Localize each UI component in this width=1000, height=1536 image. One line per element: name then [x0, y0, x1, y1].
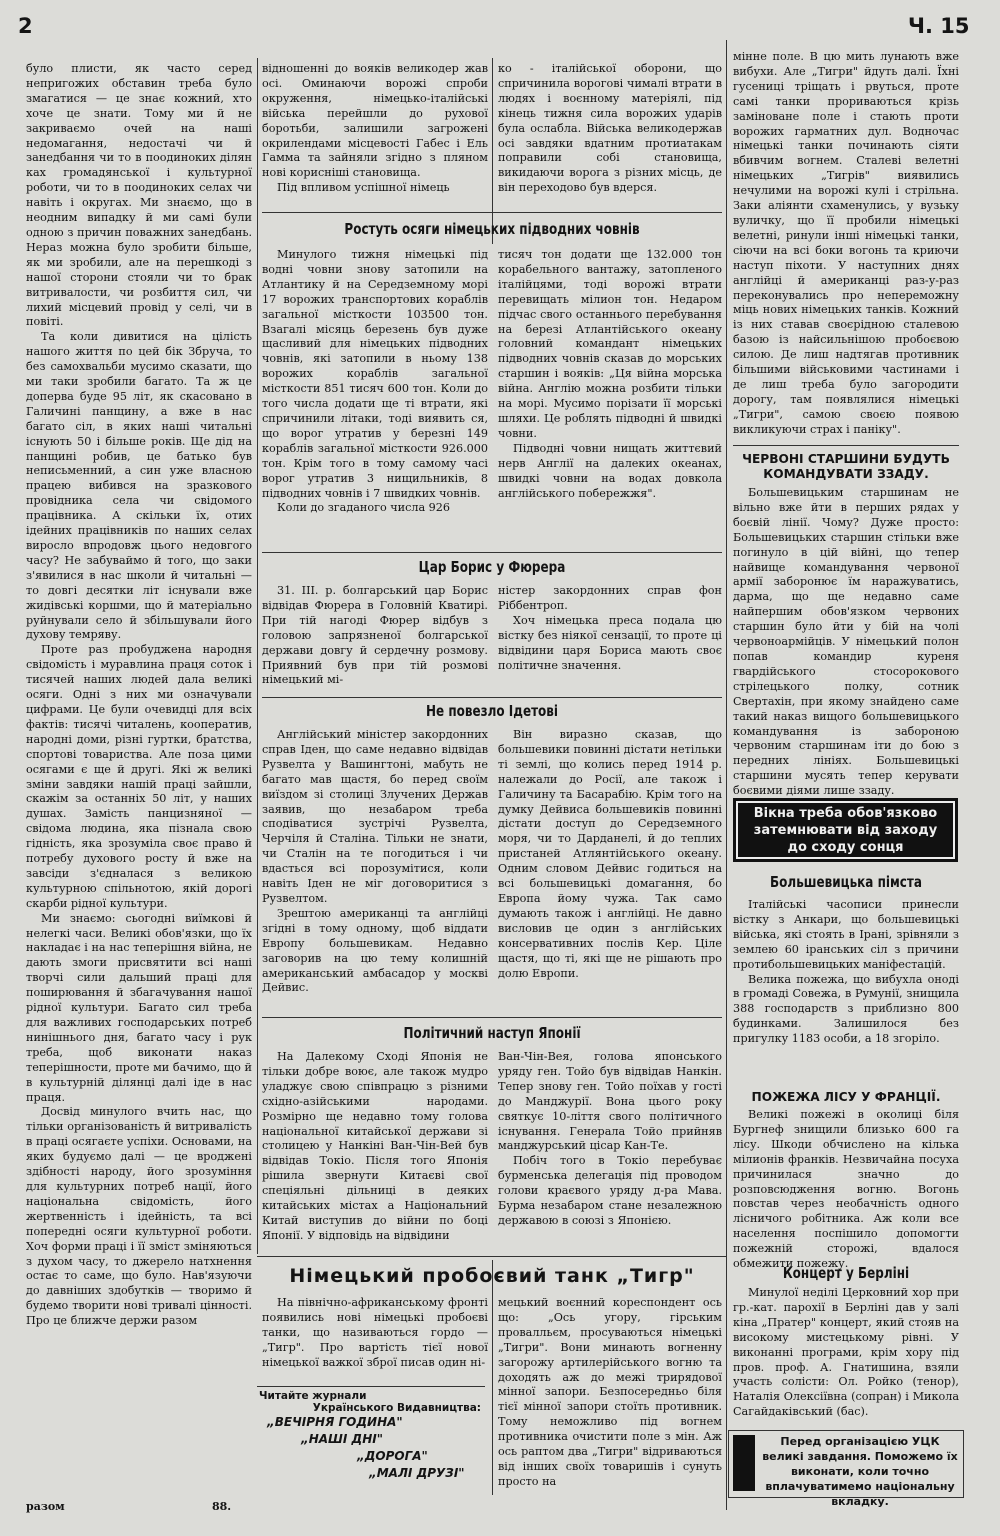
headline-forest-fire: ПОЖЕЖА ЛІСУ У ФРАНЦІЇ. — [751, 1090, 941, 1104]
headline-japan: Політичний наступ Японії — [403, 1024, 581, 1042]
article-tiger-middle — [498, 1296, 722, 1500]
section-divider — [262, 1017, 722, 1018]
article-revenge-text — [733, 898, 959, 1080]
paragraph: Та коли дивитися на цілість нашого життя по цей бік Збруча, то без самохвальби мусимо сказати, що ми таки зробили багато. Та ж це доперва буде 95 літ, як скасовано в Галичині панщину, а вже в нас багато сіл, в яких наші читальні існують 50 і більше років. Ще дід на панщині робив, це батько був неписьменний, а син уже власною працею вибився на зразкового провідника села чи свідомого працівника. А скільки їх, отих ідейних працівників по наших селах виросло впродовж цього недовгого часу? Не забуваймо й того, що заки з'явилися в нас школи й читальні — то довгі десятки літ існували вже жидівські коршми, що й матеріально руйнували село й збільшували його духову темряву. — [26, 330, 252, 642]
paragraph: Досвід минулого вчить нас, що тільки організованість й витривалість в праці осягаєте успіхи. Основами, на яких будуємо далі — це вроджені здібності народу, його зрозуміння для культурних потреб нації, його національна свідомість, його жертвенність і ідейність, та всі попередні осяги культурної роботи. Хоч форми праці і її зміст зміняються з духом часу, то джерело натхнення остає то саме, що було. Нав'язуючи до давніших здобутків — творимо й будемо творити нові тривалі цінності. Про це ближче держи разом — [26, 1105, 252, 1328]
ad-journal: „ДОРОГА" — [357, 1449, 428, 1463]
article-boris-left — [262, 584, 488, 696]
article-eden-left — [262, 728, 488, 1016]
paragraph: мецький воєнний кореспондент ось що: „Ось угору, гірським провалльєм, просуваються німецькі „Тигри". Вони минають вогненну загорожу артилерійського вогню та доходять аж до межі трирядової мінної запори. Безпосередньо біля тієї мінної запори стоїть противник. Тому неможливо під вогнем противника очистити поле з мін. Аж ось раптом два „Тигри" відриваються від інших своїх товаришів і сунуть просто на — [498, 1296, 722, 1488]
paragraph: На північно-африканському фронті появились нові німецькі пробоєві танки, що називаються гордо — „Тигр". Про вартість тієї нової німецької важкої зброї писав один ні- — [262, 1296, 488, 1369]
section-divider — [733, 445, 959, 446]
column-rule — [492, 58, 493, 244]
paragraph: відношенні до вояків великодер жав осі. Оминаючи ворожі спроби окруження, німецько-італійські війська перейшли до рухової боротьби, залишили загрожені окрилендами місцевості Габес і Ель Гамма та зайняли згідно з пляном нові корисніші становища. — [262, 62, 488, 180]
paragraph: Побіч того в Токіо перебуває бурменська делегація під проводом голови краєвого уряду д-ра Мава. Бурма незабаром стане незалежною державою в союзі з Японією. — [498, 1154, 722, 1227]
headline-red-commanders-2: КОМАНДУВАТИ ЗЗАДУ. — [763, 467, 929, 481]
paragraph: Ван-Чін-Вея, голова японського уряду ген. Тойо був відвідав Нанкін. Тепер знову ген. Тойо поїхав у гості до Манджурії. Вона цього року святкує 10-ліття свого політичного існування. Генерала Тойо прийняв манджурський цісар Кан-Те. — [498, 1050, 722, 1153]
column-rule — [257, 58, 258, 1254]
paragraph: Хоч німецька преса подала цю вістку без ніякої сензації, то проте ці відвідини царя Бориса мають своє політичне значення. — [498, 613, 722, 672]
paragraph: Англійський міністер закордонних справ Іден, що саме недавно відвідав Рузвелта у Вашингтоні, мабуть не багато мав щастя, бо перед своїм виїздом зі столиці Злучених Держав заявив, що незабаром треба сподіватися зустрічі Рузвелта, Черчіля й Сталіна. Тільки не знати, чи Сталін на те погодиться і чи вдасться всі порозумітися, коли навіть Іден не міг договоритися з Рузвелтом. — [262, 728, 488, 905]
paragraph: Італійські часописи принесли вістку з Анкари, що большевицькі війська, які стоять в Ірані, зрівняли з землею 60 іранських сіл з причини протибольшевицьких маніфестацій. — [733, 898, 959, 971]
page-number-left: 2 — [18, 14, 33, 38]
headline-tiger: Німецький пробоєвий танк „Тигр" — [289, 1265, 695, 1287]
paragraph: На Далекому Сході Японія не тільки добре воює, але також мудро уладжує свою співпрацю з різними східно-азійськими народами. Розмірно ще недавно тому голова національної китайської держави зі столицею у Нанкіні Ван-Чін-Вей був відвідав Токіо. Після того Японія рішила звернути Китаєві свої спеціяльні дільниці в деяких китайських містах а Національний Китай виступив до війни по боці Японії. У відповідь на відвідини — [262, 1050, 488, 1242]
paragraph: мінне поле. В цю мить лунають вже вибухи. Але „Тигри" йдуть далі. Їхні гусениці тріщать і рвуться, проте самі танки прориваються крізь заміноване поле і стають проти ворожих гарматних дул. Водночас німецькі танки починають сіяти вбивчим вогнем. Сталеві велетні німецьких „Тигрів" виявились нечулими на ворожі кулі і стрільна. Заки аліянти схаменулись, у вузьку вуличку, що її пробили німецькі велетні, ринули інші німецькі танки, сіючи на всі боки вогонь та криючи наступ піхоти. У наступних днях англійці й американці раз-у-раз переконувались про непереможну міць нових німецьких танків. Кожний із них ставав своєрідною сталевою базою із найсильнішою пробоєвою силою. Де лиш надтягав противник більшими військовими частинами і де лиш треба було загородити дорогу, там появлялися німецькі „Тигри", самою своєю появою викликуючи страх і паніку". — [733, 50, 959, 436]
ad-journal: „МАЛІ ДРУЗІ" — [369, 1466, 465, 1480]
ad-line: Українського Видавництва: — [312, 1402, 481, 1414]
article-japan-right — [498, 1050, 722, 1254]
column-3-continuation — [498, 62, 722, 212]
uck-notice — [728, 1430, 964, 1508]
paragraph: Він виразно сказав, що большевики повинні дістати нетільки ті землі, що колись перед 1914 р. належали до Росії, але також і Галичину та Басарабію. Крім того на думку Дейвиса большевиків повинні дістати доступ до Середземного моря, чи то Дарданелі, й до теплих пристаней Атлянтійського океану. Одним словом Дейвис годиться на всі большевицькі домагання, бо Европа йому чужа. Так само думають також і англійці. Не давно висловив це один з англійських консервативних послів Кер. Ціле щастя, що ті, які ще не рішають про долю Европи. — [498, 728, 722, 980]
article-fire-text — [733, 1108, 959, 1271]
section-divider — [257, 1256, 726, 1257]
notice-line: до сходу сонця — [787, 840, 904, 855]
headline-boris: Цар Борис у Фюрера — [418, 558, 566, 576]
article-uboats-right — [498, 248, 722, 548]
paragraph: Зрештою американці та англійці згідні в тому одному, щоб віддати Европу большевикам. Недавно заговорив на цю тему колишній американський амбасадор у москві Дейвис. — [262, 906, 488, 995]
article-japan-left — [262, 1050, 488, 1254]
notice-bar — [733, 1435, 755, 1491]
paragraph: ністер закордонних справ фон Ріббентроп. — [498, 584, 722, 612]
section-divider — [262, 212, 722, 213]
column-rule — [492, 1260, 493, 1495]
headline-red-commanders: ЧЕРВОНІ СТАРШИНИ БУДУТЬ — [742, 452, 950, 466]
page-number-right: Ч. 15 — [908, 14, 970, 38]
headline-uboats: Ростуть осяги німецьких підводних човнів — [344, 220, 640, 238]
paragraph: Під впливом успішної німець — [277, 181, 450, 195]
paragraph: Підводні човни нищать життєвий нерв Англії на далеких океанах, швидкі човни на водах довкола англійського побережжя". — [498, 441, 722, 500]
paragraph: ко - італійської оборони, що спричинила ворогові чималі втрати в людях і воєнному матеріялі, під кінець тижня сила ворожих ударів була ослабла. Війська великодержав осі завдяки вдатним протиатакам поправили собі становища, викидаючи ворога з різних місць, де він переходово був вдерся. — [498, 62, 722, 195]
headline-revenge: Большевицька пімста — [770, 873, 922, 891]
ad-journal: „НАШІ ДНІ" — [301, 1432, 383, 1446]
article-eden-right — [498, 728, 722, 1016]
paragraph: Минулої неділі Церковний хор при гр.-кат. парохії в Берліні дав у залі кіна „Пратер" концерт, який стояв на високому мистецькому рівні. У виконанні програми, крім хору під пров. проф. А. Гнатишина, взяли участь солісти: Ол. Ройко (тенор), Наталія Олексіївна (сопран) і Микола Сагайдаківський (бас). — [733, 1286, 959, 1419]
folio-number: 88. — [212, 1500, 232, 1513]
paragraph: було плисти, як часто серед непригожих обставин треба було змагатися — це знає кожний, хто хоче це знати. Тому ми й не закриваємо очей на наші недомагання, недостачі чи й занедбання чи то в поодиноких ділян ках громадянської і культурної роботи, чи то в поодиноких селах чи навіть і округах. Ми знаємо, що в неодним випадку й ми самі були одною з причин поважних занедбань. Нераз можна було зробити більше, як ми зробили, але на перешкоді з нашої сторони стояли чи то брак витривалости, чи розбиття сил, чи лихий місцевий провід у селі, чи в повіті. — [26, 62, 252, 329]
notice-line: затемнювати від заходу — [753, 823, 938, 838]
article-concert-text — [733, 1286, 959, 1426]
paragraph: Велика пожежа, що вибухла оноді в громаді Совежа, в Румунії, знищила 388 господарств з приблизно 800 будинками. Залишилося без пригулку 1183 особи, а 18 згоріло. — [733, 972, 959, 1046]
column-1-text — [26, 62, 252, 1498]
headline-concert: Концерт у Берліні — [782, 1264, 910, 1282]
paragraph: Великі пожежі в околиці біля Бургнеф знищили близько 600 га лісу. Шкоди обчислено на кілька мілионів франків. Незвичайна посуха причинилася значно до розповсюдження вогню. Вогонь повстав через необачність одного лісничого робітника. Аж коли все населення поспішило допомогти пожежній сторожі, вдалося обмежити пожежу. — [733, 1108, 959, 1271]
article-uboats-left — [262, 248, 488, 548]
ad-line: Читайте журнали — [259, 1390, 367, 1402]
column-rule — [726, 40, 727, 1510]
paragraph: Минулого тижня німецькі під водні човни знову затопили на Атлантику й на Середземному морі 17 ворожих транспортових кораблів загальної місткости 103500 тон. Взагалі місяць березень був дуже щасливий для німецьких підводних човнів, які затопили в ньому 138 ворожих кораблів загальної місткости 851 тисяч 600 тон. Коли до того числа додати ще ті втрати, які спричинили літаки, тоді виявить ся, що ворог утратив у березні 149 кораблів загальної місткости 926.000 тон. Крім того в тому самому часі ворог утратив 3 нищильників, 8 підводних човнів і 7 швидких човнів. — [262, 248, 488, 500]
journals-ad — [257, 1386, 485, 1487]
paragraph: Коли до згаданого числа 926 — [277, 501, 451, 515]
notice-line: Вікна треба обов'язково — [753, 806, 938, 821]
paragraph: Проте раз пробуджена народня свідомість і муравлина праця соток і тисячей наших людей дала великі осяги. Одні з них ми означували цифрами. Це були очевидці для всіх фактів: тисячі читалень, кооператив, народні доми, різні гуртки, братства, спортові товариства. Але поза цими осягами є ще й другі. Які ж великі зміни завдяки нашій праці зайшли, скажім за останніх 50 літ, у наших душах. Замість панцизняної — свідома людина, яка пізнала свою гідність, яка зрозуміла своє право й потребу духового росту й вже на завсіди з'єдналася з великою культурною спільнотою, якій дорогі скарби рідної культури. — [26, 643, 252, 910]
paragraph: Большевицьким старшинам не вільно вже йти в перших рядах у боєвій лінії. Чому? Дуже просто: Большевицьких старшин стільки вже погинуло в цій війні, що тепер найвище командування червоної армії заборонює їм наражуватись, дарма, що ще недавно саме найпершим обов'язком червоних старшин було йти у бій на чолі червоноармійців. У німецький полон попав командир куреня гвардійського стосорокового стрілецького полку, сотник Свертахін, при якому знайдено саме такий наказ вищого большевицького командування із забороною червоним старшинам іти до бою з передних лініях. Большевицькі старшини мусять тепер керувати боєвими діями лише ззаду. — [733, 486, 959, 798]
folio-left: разом — [26, 1500, 65, 1513]
paragraph: Ми знаємо: сьогодні виїмкові й нелегкі часи. Великі обов'язки, що їх накладає і на нас теперішня війна, не дають змоги присвятити всі наші творчі сили дальший праці для поширювання й збагачування нашої рідної культури. Багато сил треба для важливих господарських потреб нинішнього дня, багато часу і рук треба, щоб виконати наказ теперішности, проте ми бачимо, що й в культурній ділянці далі іде в нас праця. — [26, 911, 252, 1104]
paragraph: 31. III. р. болгарський цар Борис відвідав Фюрера в Головній Кватирі. При тій нагоді Фюрер відбув з головою запрязненої болгарської держави довгу й сердечну розмову. Приявний був при тій розмові німецький мі- — [262, 584, 488, 687]
article-boris-right — [498, 584, 722, 696]
headline-eden: Не повезло Ідетові — [425, 702, 558, 720]
column-4-continuation — [733, 50, 959, 445]
section-divider — [262, 552, 722, 553]
blackout-notice — [733, 798, 958, 862]
column-2-continuation — [262, 62, 488, 212]
article-red-text — [733, 486, 959, 798]
ad-journal: „ВЕЧІРНЯ ГОДИНА" — [267, 1415, 403, 1429]
paragraph: тисяч тон додати ще 132.000 тон корабельного вантажу, затопленого італійцями, тоді ворожі втрати перевищать мілион тон. Недаром підчас свого останнього перебування на березі Атлантійського океану головний командант німецьких підводних човнів сказав до морських старшин і вояків: „Ця війна морська війна. Англію можна розбити тільки на морі. Мусимо порізати її морські шляхи. Це роблять підводні й швидкі човни. — [498, 248, 722, 440]
section-divider — [262, 697, 722, 698]
article-tiger-left — [262, 1296, 488, 1384]
notice-text: Перед організацією УЦК великі завдання. Поможемо їх виконати, коли точно вплачуватимемо національну вкладку. — [762, 1435, 958, 1508]
